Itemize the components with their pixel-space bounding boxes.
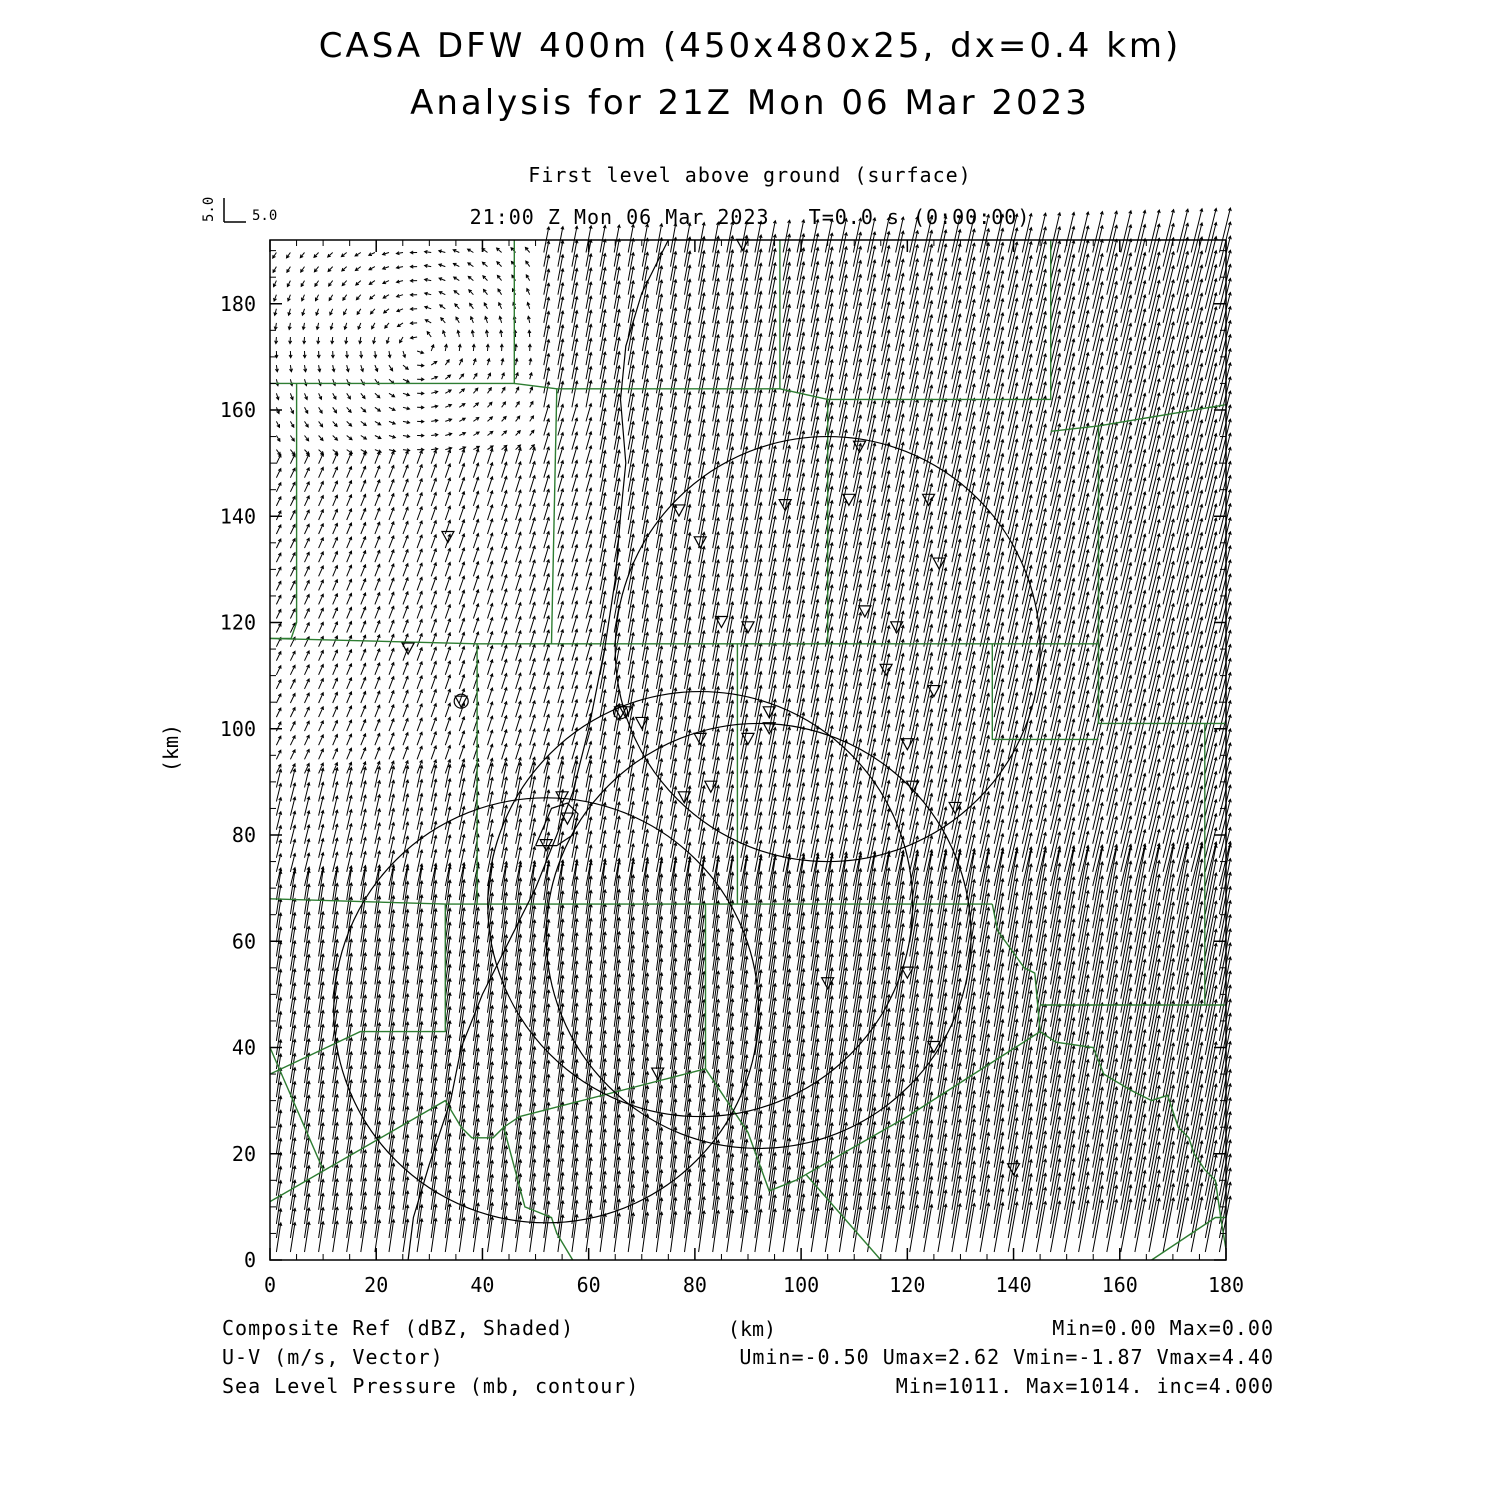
y-tick-label: 20 bbox=[231, 1141, 256, 1166]
vector-key-v-label: 5.0 bbox=[201, 196, 217, 222]
field2-stats: Umin=-0.50 Umax=2.62 Vmin=-1.87 Vmax=4.40 bbox=[739, 1345, 1274, 1369]
x-tick-label: 40 bbox=[470, 1273, 495, 1297]
x-axis-label: (km) bbox=[727, 1317, 777, 1341]
y-tick-label: 140 bbox=[219, 504, 256, 529]
y-tick-label: 160 bbox=[219, 398, 256, 422]
x-tick-label: 180 bbox=[1207, 1273, 1245, 1297]
field1-name: Composite Ref (dBZ, Shaded) bbox=[222, 1316, 575, 1340]
y-axis-label: (km) bbox=[159, 723, 183, 773]
x-tick-label: 0 bbox=[263, 1273, 277, 1297]
x-tick-label: 20 bbox=[364, 1273, 389, 1297]
x-tick-label: 80 bbox=[682, 1273, 707, 1297]
wind-vector-field bbox=[273, 208, 1232, 1252]
axis-ticks bbox=[220, 240, 1244, 1297]
x-tick-label: 120 bbox=[889, 1273, 926, 1297]
boundary-line bbox=[552, 389, 557, 644]
time-label: 21:00 Z Mon 06 Mar 2023 T=0.0 s (0:00:00) bbox=[469, 205, 1031, 229]
field2-name: U-V (m/s, Vector) bbox=[222, 1345, 444, 1369]
vector-key-u-label: 5.0 bbox=[252, 208, 278, 224]
y-tick-label: 40 bbox=[231, 1035, 256, 1060]
boundary-line bbox=[270, 240, 514, 383]
y-tick-label: 120 bbox=[219, 610, 256, 635]
boundary-line bbox=[806, 1175, 880, 1260]
y-tick-label: 80 bbox=[231, 823, 256, 847]
boundary-line bbox=[1152, 1218, 1226, 1261]
x-tick-label: 60 bbox=[576, 1273, 601, 1297]
chart-title: CASA DFW 400m (450x480x25, dx=0.4 km) bbox=[318, 26, 1182, 66]
boundary-line bbox=[270, 1048, 323, 1170]
y-tick-label: 60 bbox=[231, 929, 256, 954]
x-tick-label: 160 bbox=[1101, 1273, 1138, 1297]
y-tick-label: 100 bbox=[219, 716, 256, 741]
boundary-line bbox=[780, 240, 1051, 399]
field3-stats: Min=1011. Max=1014. inc=4.000 bbox=[895, 1374, 1274, 1398]
wind-vectors bbox=[273, 208, 1232, 1252]
y-tick-label: 0 bbox=[243, 1248, 256, 1272]
level-label: First level above ground (surface) bbox=[528, 163, 972, 187]
chart-subtitle: Analysis for 21Z Mon 06 Mar 2023 bbox=[410, 83, 1090, 123]
x-tick-label: 100 bbox=[783, 1273, 820, 1297]
vector-key bbox=[201, 197, 277, 224]
field3-name: Sea Level Pressure (mb, contour) bbox=[222, 1374, 640, 1398]
y-tick-label: 180 bbox=[219, 291, 256, 316]
field1-stats: Min=0.00 Max=0.00 bbox=[1052, 1316, 1274, 1340]
boundary-line bbox=[706, 1069, 796, 1191]
x-tick-label: 140 bbox=[995, 1273, 1032, 1297]
